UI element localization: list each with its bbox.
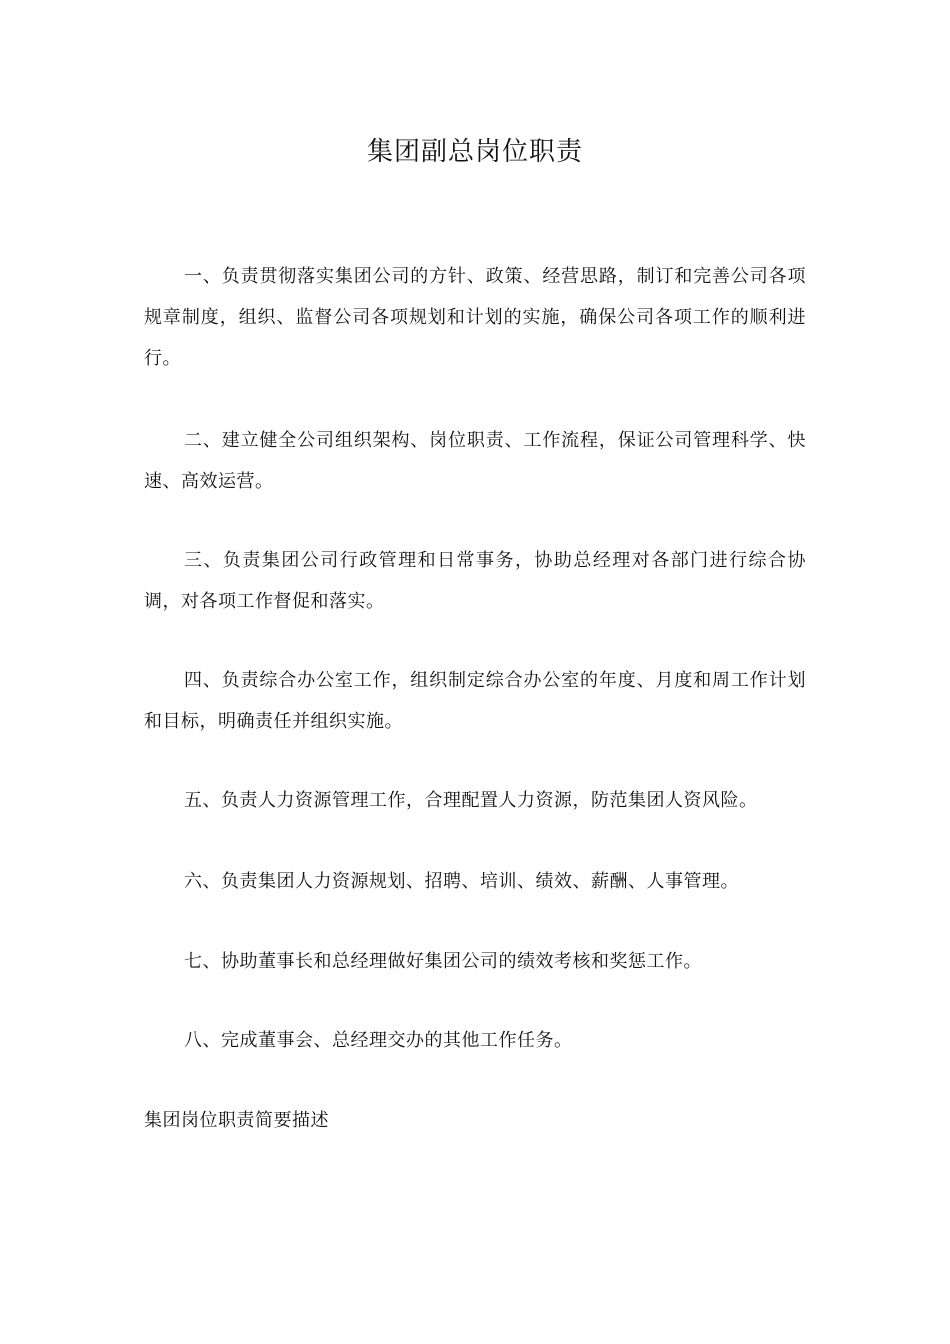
footer-heading: 集团岗位职责简要描述 — [144, 1110, 329, 1131]
duty-paragraph-7: 七、协助董事长和总经理做好集团公司的绩效考核和奖惩工作。 — [184, 951, 702, 972]
duty-paragraph-8: 八、完成董事会、总经理交办的其他工作任务。 — [184, 1030, 573, 1051]
duty-paragraph-5: 五、负责人力资源管理工作，合理配置人力资源，防范集团人资风险。 — [184, 790, 758, 811]
duty-paragraph-2: 二、建立健全公司组织架构、岗位职责、工作流程，保证公司管理科学、快速、高效运营。 — [144, 430, 806, 492]
page-title: 集团副总岗位职责 — [366, 137, 583, 167]
duty-paragraph-4: 四、负责综合办公室工作，组织制定综合办公室的年度、月度和周工作计划和目标，明确责任并组织实施。 — [144, 670, 806, 732]
duty-paragraph-3: 三、负责集团公司行政管理和日常事务，协助总经理对各部门进行综合协调，对各项工作督促和落实。 — [144, 550, 806, 612]
duty-paragraph-6: 六、负责集团人力资源规划、招聘、培训、绩效、薪酬、人事管理。 — [184, 871, 739, 892]
duty-paragraph-1: 一、负责贯彻落实集团公司的方针、政策、经营思路，制订和完善公司各项规章制度，组织、监督公司各项规划和计划的实施，确保公司各项工作的顺利进行。 — [144, 266, 806, 369]
